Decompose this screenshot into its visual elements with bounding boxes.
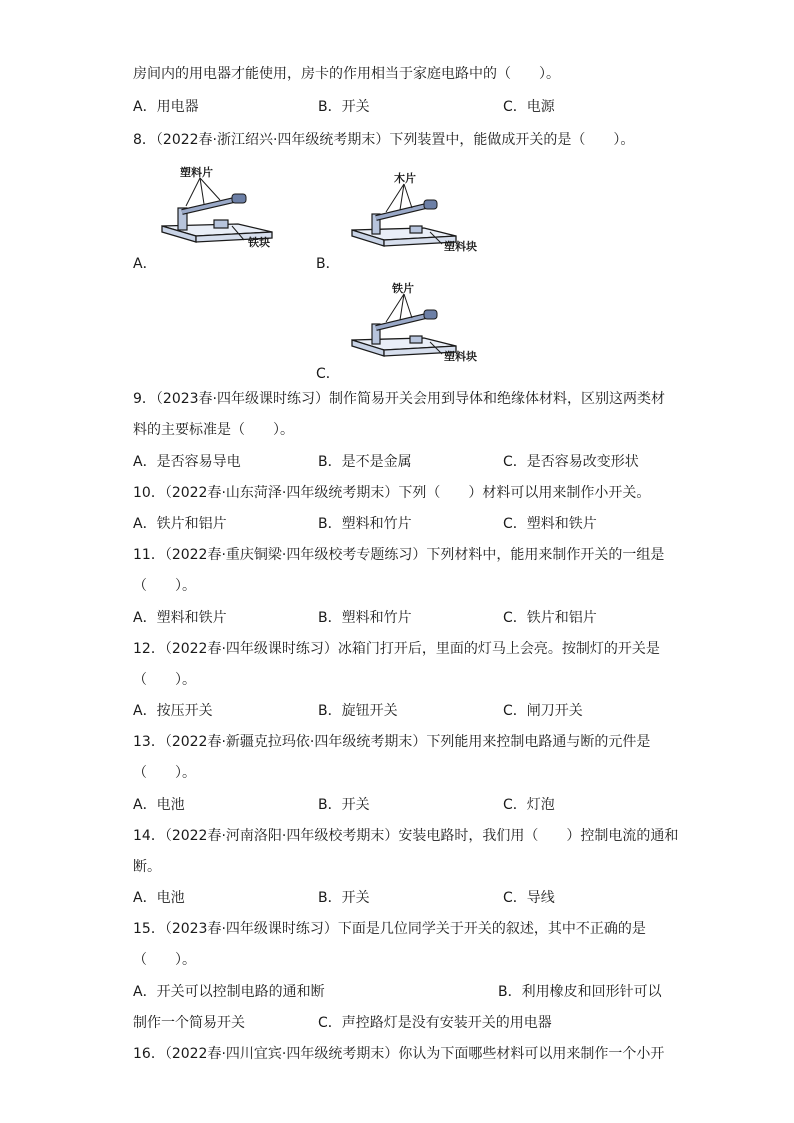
option-c[interactable]: C．铁片和铝片 — [503, 610, 597, 626]
option-b[interactable]: B．塑料和竹片 — [318, 610, 412, 626]
question-14-line-2: 断。 — [133, 859, 161, 875]
question-12-line-2: （ ）。 — [133, 672, 196, 688]
option-b[interactable]: B．开关 — [318, 797, 370, 813]
switch-figure-c — [338, 280, 488, 370]
question-15-option-a[interactable]: A．开关可以控制电路的通和断 — [133, 984, 325, 1000]
question-14-line-1: 14．（2022春·河南洛阳·四年级校考期末）安装电路时，我们用（ ）控制电流的通和 — [133, 828, 679, 844]
option-c[interactable]: C．灯泡 — [503, 797, 555, 813]
option-b[interactable]: B．开关 — [318, 99, 370, 115]
question-8-letter-a[interactable]: A． — [133, 256, 157, 272]
question-9-line-1: 9．（2023春·四年级课时练习）制作简易开关会用到导体和绝缘体材料，区别这两类材 — [133, 391, 665, 407]
label-iron-block: 铁块 — [248, 236, 270, 249]
option-c[interactable]: C．是否容易改变形状 — [503, 454, 639, 470]
label-wood-sheet: 木片 — [394, 172, 416, 185]
question-13-line-1: 13．（2022春·新疆克拉玛依·四年级统考期末）下列能用来控制电路通与断的元件是 — [133, 734, 651, 750]
switch-figure-b — [338, 172, 488, 260]
question-15-line-1: 15．（2023春·四年级课时练习）下面是几位同学关于开关的叙述，其中不正确的是 — [133, 921, 646, 937]
question-11-line-1: 11．（2022春·重庆铜梁·四年级校考专题练习）下列材料中，能用来制作开关的一组是 — [133, 547, 665, 563]
question-13-line-2: （ ）。 — [133, 765, 196, 781]
option-a[interactable]: A．塑料和铁片 — [133, 610, 227, 626]
option-c[interactable]: C．闸刀开关 — [503, 703, 583, 719]
option-b[interactable]: B．是不是金属 — [318, 454, 412, 470]
label-plastic-block: 塑料块 — [444, 350, 477, 363]
label-iron-sheet: 铁片 — [392, 282, 414, 295]
option-b[interactable]: B．旋钮开关 — [318, 703, 398, 719]
option-a[interactable]: A．电池 — [133, 890, 185, 906]
question-8-stem: 8．（2022春·浙江绍兴·四年级统考期末）下列装置中，能做成开关的是（ ）。 — [133, 132, 635, 148]
question-9-line-2: 料的主要标准是（ ）。 — [133, 422, 294, 438]
option-a[interactable]: A．用电器 — [133, 99, 199, 115]
option-b[interactable]: B．塑料和竹片 — [318, 516, 412, 532]
option-a[interactable]: A．铁片和铝片 — [133, 516, 227, 532]
question-15-option-c[interactable]: C．声控路灯是没有安装开关的用电器 — [318, 1015, 552, 1031]
question-15-line-2: （ ）。 — [133, 952, 196, 968]
label-plastic-block: 塑料块 — [444, 240, 477, 253]
option-c[interactable]: C．导线 — [503, 890, 555, 906]
option-b[interactable]: B．开关 — [318, 890, 370, 906]
label-plastic-sheet: 塑料片 — [180, 166, 213, 179]
question-12-line-1: 12．（2022春·四年级课时练习）冰箱门打开后，里面的灯马上会亮。按制灯的开关是 — [133, 641, 660, 657]
option-a[interactable]: A．是否容易导电 — [133, 454, 241, 470]
question-7-tail: 房间内的用电器才能使用，房卡的作用相当于家庭电路中的（ ）。 — [133, 66, 560, 82]
option-c[interactable]: C．电源 — [503, 99, 555, 115]
option-a[interactable]: A．按压开关 — [133, 703, 213, 719]
option-a[interactable]: A．电池 — [133, 797, 185, 813]
question-8-letter-b[interactable]: B． — [316, 256, 340, 272]
question-8-letter-c[interactable]: C． — [316, 366, 340, 382]
question-15-option-b-cont: 制作一个简易开关 — [133, 1015, 245, 1031]
switch-figure-a — [152, 164, 282, 260]
question-15-option-b[interactable]: B．利用橡皮和回形针可以 — [498, 984, 662, 1000]
question-11-line-2: （ ）。 — [133, 578, 196, 594]
question-16-line-1: 16．（2022春·四川宜宾·四年级统考期末）你认为下面哪些材料可以用来制作一个小开 — [133, 1046, 665, 1062]
option-c[interactable]: C．塑料和铁片 — [503, 516, 597, 532]
question-10-line-1: 10．（2022春·山东菏泽·四年级统考期末）下列（ ）材料可以用来制作小开关。 — [133, 485, 651, 501]
